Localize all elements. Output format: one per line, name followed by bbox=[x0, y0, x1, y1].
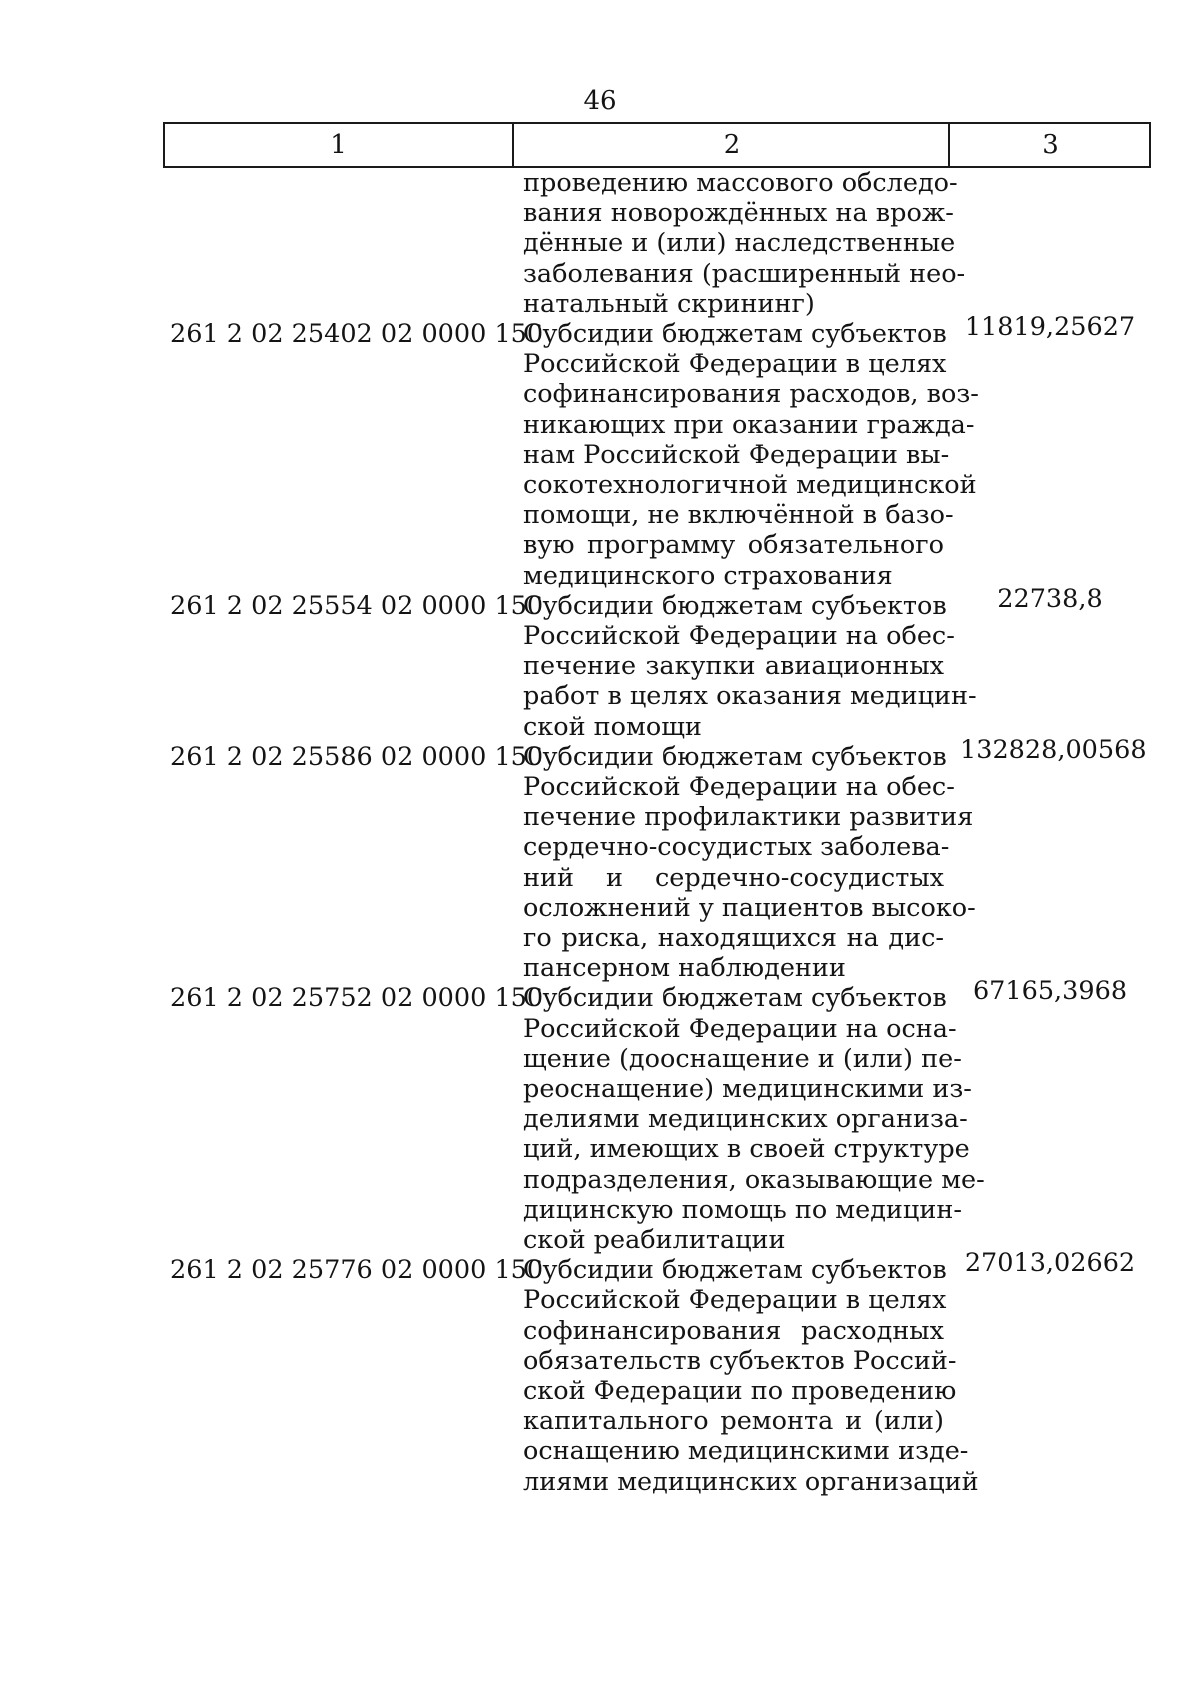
description-line: работ в целях оказания медицин- bbox=[523, 681, 977, 712]
page-number: 46 bbox=[583, 86, 617, 116]
row-3-description bbox=[523, 983, 985, 1255]
row-0-description bbox=[523, 319, 979, 591]
description-line: софинансирования расходов, воз- bbox=[523, 379, 979, 410]
description-line: печение профилактики развития bbox=[523, 802, 974, 833]
description-line: пансерном наблюдении bbox=[523, 953, 846, 984]
description-line: дённые и (или) наследственные bbox=[523, 228, 956, 259]
budget-code: 261 2 02 25402 02 0000 150 bbox=[170, 319, 544, 349]
description-line: вания новорождённых на врож- bbox=[523, 198, 954, 229]
budget-code: 261 2 02 25586 02 0000 150 bbox=[170, 741, 544, 772]
description-line: Субсидии бюджетам субъектов bbox=[523, 983, 947, 1014]
description-line: делиями медицинских организа- bbox=[523, 1104, 968, 1135]
description-line: никающих при оказании гражда- bbox=[523, 409, 975, 440]
description-line: печение закупки авиационных bbox=[523, 651, 944, 682]
description-line: Российской Федерации в целях bbox=[523, 349, 947, 380]
description-line: помощи, не включённой в базо- bbox=[523, 500, 954, 531]
description-line: сокотехнологичной медицинской bbox=[523, 469, 977, 500]
description-line: капитального ремонта и (или) bbox=[523, 1406, 944, 1437]
description-line: Субсидии бюджетам субъектов bbox=[523, 1255, 947, 1286]
amount: 132828,00568 bbox=[960, 734, 1147, 765]
row-1-description bbox=[523, 590, 977, 742]
description-line: оснащению медицинскими изде- bbox=[523, 1436, 969, 1467]
description-line: софинансирования расходных bbox=[523, 1315, 944, 1346]
column-header-2: 2 bbox=[512, 124, 950, 166]
amount: 67165,3968 bbox=[972, 976, 1128, 1007]
column-header-1: 1 bbox=[330, 130, 347, 160]
description-line: дицинскую помощь по медицин- bbox=[523, 1194, 962, 1225]
row-4-description bbox=[523, 1255, 979, 1497]
amount: 27013,02662 bbox=[964, 1248, 1136, 1279]
description-line: Российской Федерации на осна- bbox=[523, 1013, 957, 1044]
description-line: подразделения, оказывающие ме- bbox=[523, 1164, 985, 1195]
description-line: обязательств субъектов Россий- bbox=[523, 1345, 957, 1376]
description-line: натальный скрининг) bbox=[523, 288, 815, 319]
budget-code: 261 2 02 25776 02 0000 150 bbox=[170, 1255, 544, 1286]
description-line: лиями медицинских организаций bbox=[523, 1466, 979, 1497]
description-line: Российской Федерации на обес- bbox=[523, 620, 955, 651]
description-line: сердечно-сосудистых заболева- bbox=[523, 832, 950, 863]
description-line: ской реабилитации bbox=[523, 1224, 786, 1255]
description-line: заболевания (расширенный нео- bbox=[523, 258, 966, 289]
budget-code: 261 2 02 25554 02 0000 150 bbox=[170, 590, 544, 621]
description-line: реоснащение) медицинскими из- bbox=[523, 1073, 972, 1104]
description-line: медицинского страхования bbox=[523, 560, 893, 591]
description-line: проведению массового обследо- bbox=[523, 168, 958, 198]
table-header-row bbox=[163, 122, 1151, 168]
description-line: Российской Федерации на обес- bbox=[523, 771, 955, 802]
amount: 22738,8 bbox=[997, 583, 1103, 614]
column-header-3: 3 bbox=[948, 124, 1151, 166]
description-line: ской Федерации по проведению bbox=[523, 1375, 957, 1406]
description-line: щение (дооснащение и (или) пе- bbox=[523, 1043, 962, 1074]
description-line: нам Российской Федерации вы- bbox=[523, 439, 950, 470]
row-2-description bbox=[523, 741, 976, 984]
continued-description bbox=[523, 168, 966, 319]
amount: 11819,25627 bbox=[964, 312, 1136, 342]
description-line: го риска, находящихся на дис- bbox=[523, 922, 944, 953]
description-line: ний и сердечно-сосудистых bbox=[523, 862, 944, 893]
budget-code: 261 2 02 25752 02 0000 150 bbox=[170, 983, 544, 1014]
description-line: осложнений у пациентов высоко- bbox=[523, 892, 976, 923]
description-line: Российской Федерации в целях bbox=[523, 1285, 947, 1316]
description-line: Субсидии бюджетам субъектов bbox=[523, 741, 947, 772]
description-line: Субсидии бюджетам субъектов bbox=[523, 590, 947, 621]
description-line: Субсидии бюджетам субъектов bbox=[523, 319, 947, 349]
description-line: ской помощи bbox=[523, 711, 702, 742]
description-line: ций, имеющих в своей структуре bbox=[523, 1134, 970, 1165]
description-line: вую программу обязательного bbox=[523, 530, 944, 561]
